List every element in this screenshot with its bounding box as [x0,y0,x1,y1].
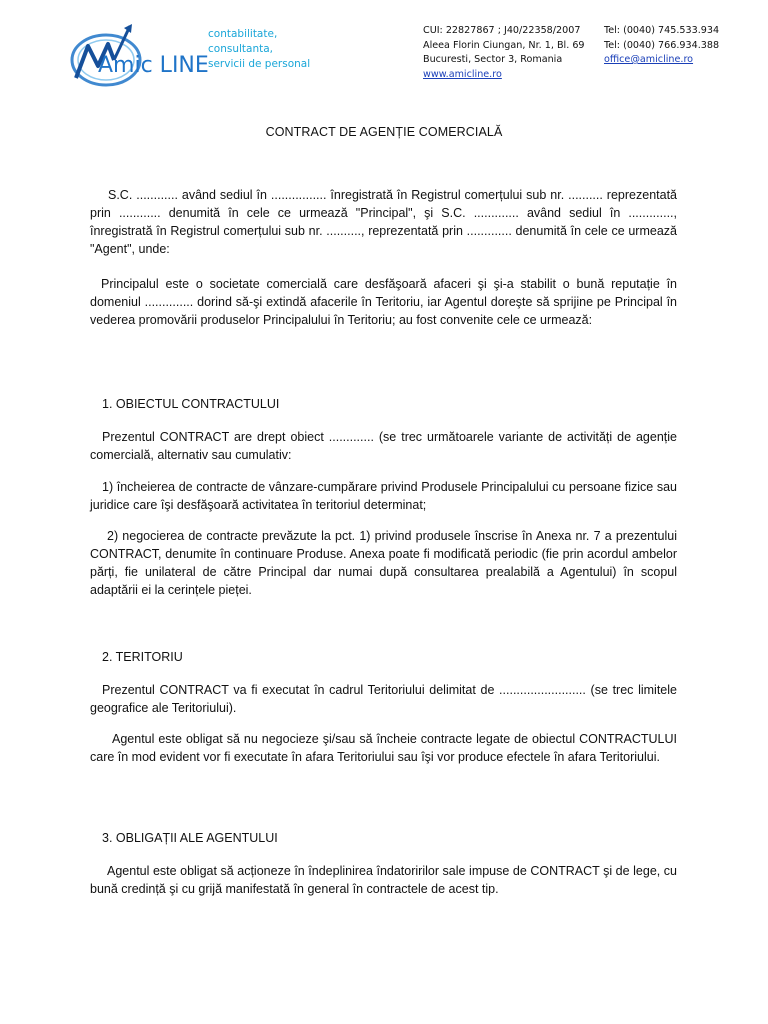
section-paragraph: Prezentul CONTRACT are drept obiect ............. (se trec următoarele variante de activități de agenție comercială, alternativ sau cumulativ: [90,430,677,462]
phone-1: Tel: (0040) 745.533.934 [604,25,720,36]
preamble-paragraph: Principalul este o societate comercială care desfăşoară afaceri şi şi-a stabilit o bună reputație în domeniul .............. dorind să-şi extindă afacerile în Teritoriu, iar Agentul doreşte să sprijine pe Principal în vederea promovării produselor Principalului în Teritoriu; au fost convenite cele ce urmează: [90,277,677,327]
section-paragraph: Agentul este obligat să nu negocieze şi/sau să încheie contracte legate de obiectul CONTRACTULUI care în mod evident vor fi executate în afara Teritoriului sau îşi vor produce efectele în afara Teritoriului. [90,732,677,764]
tagline-line: servicii de personal [208,58,311,70]
section-heading: 3. OBLIGAȚII ALE AGENTULUI [102,831,278,845]
address-street: Aleea Florin Ciungan, Nr. 1, Bl. 69 [423,39,585,51]
section-paragraph: 1) încheierea de contracte de vânzare-cumpărare privind Produsele Principalului cu persoane fizice sau juridice care îşi desfăşoară activitatea în teritoriul determinat; [90,480,677,512]
document-title: CONTRACT DE AGENȚIE COMERCIALĂ [265,125,503,139]
tagline-line: contabilitate, [208,28,278,40]
contact-phone-block [604,24,719,68]
website-link[interactable]: www.amicline.ro [423,68,502,80]
intro-paragraph: S.C. ............ având sediul în ................ înregistrată în Registrul comerțului sub nr. .......... reprezentată prin ............ denumită în cele ce urmează "Principal", şi S.C. ............. având sediul în ............., înregistrată în Registrul comerțului sub nr. .........., reprezentată prin ............. denumită în cele ce urmează "Agent", unde: [90,188,677,256]
tagline [208,27,310,72]
company-id: CUI: 22827867 ; J40/22358/2007 [423,25,581,36]
section-heading: 1. OBIECTUL CONTRACTULUI [102,397,280,411]
section-paragraph: 2) negocierea de contracte prevăzute la pct. 1) privind produsele înscrise în Anexa nr. 7 a prezentului CONTRACT, denumite în continuare Produse. Anexa poate fi modificată periodic (fie prin acordul ambelor părți, fie unilateral de către Principal dar numai după consultarea prealabilă a Agentului) în scopul adaptării ei la cerințele pieței. [90,529,677,597]
phone-2: Tel: (0040) 766.934.388 [604,39,720,51]
tagline-line: consultanta, [208,43,273,55]
section-paragraph: Agentul este obligat să acționeze în îndeplinirea îndatoririlor sale impuse de CONTRACT şi de lege, cu bună credință şi cu grijă manifestată în general în contractele de acest tip. [90,864,677,896]
address-city: Bucuresti, Sector 3, Romania [423,54,563,65]
brand-name: Amic LINE [98,53,209,78]
email-link[interactable]: office@amicline.ro [604,54,694,65]
section-paragraph: Prezentul CONTRACT va fi executat în cadrul Teritoriului delimitat de ......................... (se trec limitele geografice ale Teritoriului). [90,683,677,715]
contact-address-block [423,24,585,82]
section-heading: 2. TERITORIU [102,650,183,664]
